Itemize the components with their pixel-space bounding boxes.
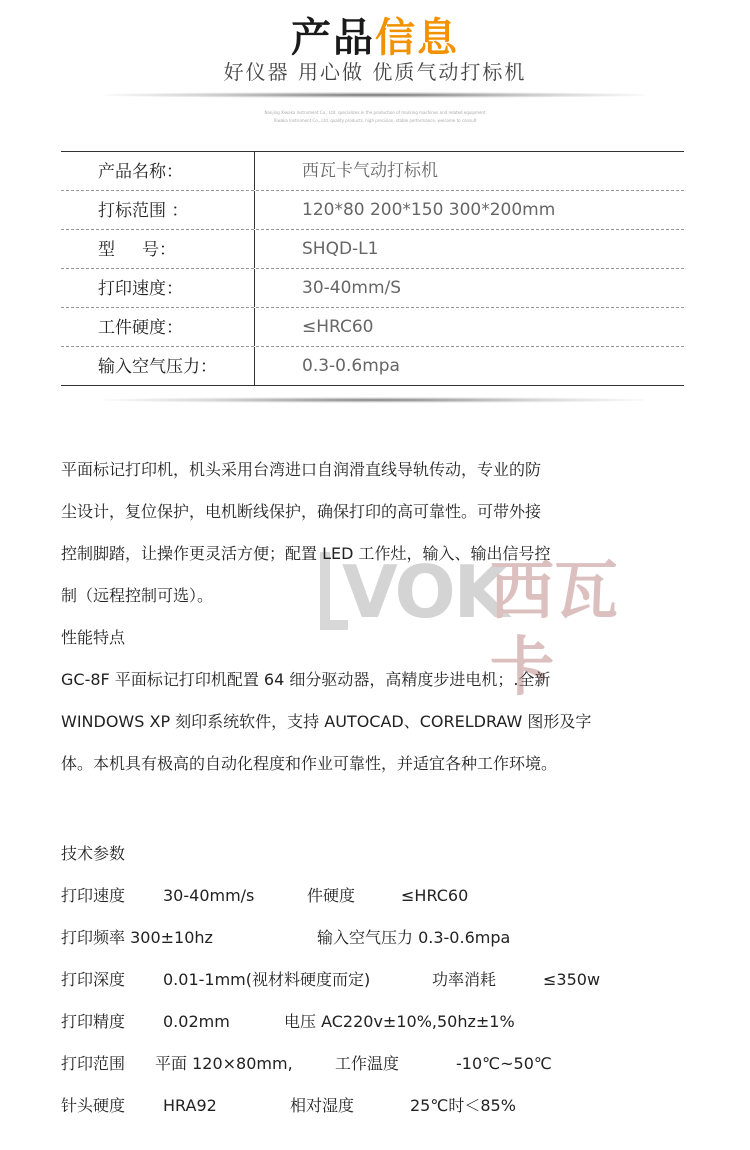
param-label: 相对湿度 xyxy=(290,1096,355,1115)
spec-row xyxy=(61,152,684,191)
spec-label: 输入空气压力： xyxy=(98,357,217,377)
watermark-cjk: 西瓦卡 xyxy=(490,555,618,705)
description-line: 体。本机具有极高的自动化程度和作业可靠性，并适宜各种工作环境。 xyxy=(61,754,558,773)
param-value: ≤350w xyxy=(543,970,601,989)
fine-print-1: Nanjing Xiwaka Instrument Co., Ltd. specializes in the production of marking machines and related equipment xyxy=(264,110,486,115)
column-divider xyxy=(254,191,255,229)
spec-label: 工件硬度： xyxy=(98,318,183,338)
spec-value: ≤HRC60 xyxy=(302,317,374,337)
param-label: 件硬度 xyxy=(307,886,356,905)
param-value: 25℃时＜85% xyxy=(410,1096,516,1115)
fine-print-2: Xiwaka Instrument Co., Ltd. quality products, high precision, stable performance, welcome to consult xyxy=(273,118,477,123)
page-subtitle: 好仪器 用心做 优质气动打标机 xyxy=(223,60,527,84)
tech-param-row xyxy=(61,1001,701,1043)
description-line: 平面标记打印机，机头采用台湾进口自润滑直线导轨传动，专业的防 xyxy=(61,460,542,479)
tech-param-row xyxy=(61,1043,701,1085)
param-value: 0.02mm xyxy=(163,1012,230,1031)
description-line: GC-8F 平面标记打印机配置 64 细分驱动器，高精度步进电机；.全新 xyxy=(61,670,551,689)
spec-label: 打印速度： xyxy=(98,279,183,299)
spec-label: 打标范围 ： xyxy=(98,201,189,221)
param-value: 0.01-1mm(视材料硬度而定) xyxy=(163,970,371,989)
spec-row xyxy=(61,191,684,230)
description-line: WINDOWS XP 刻印系统软件，支持 AUTOCAD、CORELDRAW 图形及字 xyxy=(61,712,592,731)
bottom-divider-shadow xyxy=(105,397,645,403)
title-part-1: 产品 xyxy=(291,15,375,61)
description-line: 控制脚踏，让操作更灵活方便；配置 LED 工作灶，输入、输出信号控 xyxy=(61,544,551,563)
param-value: HRA92 xyxy=(163,1096,217,1115)
spec-row xyxy=(61,230,684,269)
param-label: 电压 AC220v±10%,50hz±1% xyxy=(284,1012,515,1031)
param-label: 打印频率 300±10hz xyxy=(61,928,213,947)
column-divider xyxy=(254,152,255,190)
param-label: 针头硬度 xyxy=(61,1096,126,1115)
param-label: 打印范围 xyxy=(61,1054,126,1073)
spec-row xyxy=(61,308,684,347)
param-label: 输入空气压力 0.3-0.6mpa xyxy=(317,928,511,947)
column-divider xyxy=(254,230,255,268)
watermark-latin: VOK xyxy=(342,550,508,634)
param-value: 平面 120×80mm, xyxy=(155,1054,293,1073)
column-divider xyxy=(254,347,255,385)
spec-value: 120*80 200*150 300*200mm xyxy=(302,200,556,220)
tech-params-title: 技术参数 xyxy=(61,844,126,863)
spec-value: 0.3-0.6mpa xyxy=(302,356,400,376)
tech-param-row xyxy=(61,959,701,1001)
param-value: ≤HRC60 xyxy=(401,886,469,905)
param-label: 打印深度 xyxy=(61,970,126,989)
description-line: 尘设计，复位保护，电机断线保护，确保打印的高可靠性。可带外接 xyxy=(61,502,542,521)
top-divider-shadow xyxy=(105,92,645,98)
param-label: 工作温度 xyxy=(335,1054,400,1073)
spec-label: 型 号： xyxy=(98,240,177,260)
tech-param-row xyxy=(61,1085,701,1127)
description-line: 制（远程控制可选）。 xyxy=(61,586,214,605)
spec-table xyxy=(61,151,684,386)
tech-param-row xyxy=(61,917,701,959)
page-title xyxy=(0,6,750,63)
param-value: -10℃~50℃ xyxy=(456,1054,552,1073)
spec-row xyxy=(61,269,684,308)
param-value: 30-40mm/s xyxy=(163,886,255,905)
param-label: 打印精度 xyxy=(61,1012,126,1031)
spec-value: 西瓦卡气动打标机 xyxy=(302,161,438,181)
product-description xyxy=(61,449,631,785)
tech-param-row xyxy=(61,875,701,917)
column-divider xyxy=(254,269,255,307)
spec-value: SHQD-L1 xyxy=(302,239,379,259)
param-label: 功率消耗 xyxy=(432,970,497,989)
spec-value: 30-40mm/S xyxy=(302,278,402,298)
spec-row xyxy=(61,347,684,385)
title-part-2: 信息 xyxy=(375,15,459,61)
param-label: 打印速度 xyxy=(61,886,126,905)
column-divider xyxy=(254,308,255,346)
features-heading: 性能特点 xyxy=(61,628,126,647)
spec-label: 产品名称： xyxy=(98,162,183,182)
